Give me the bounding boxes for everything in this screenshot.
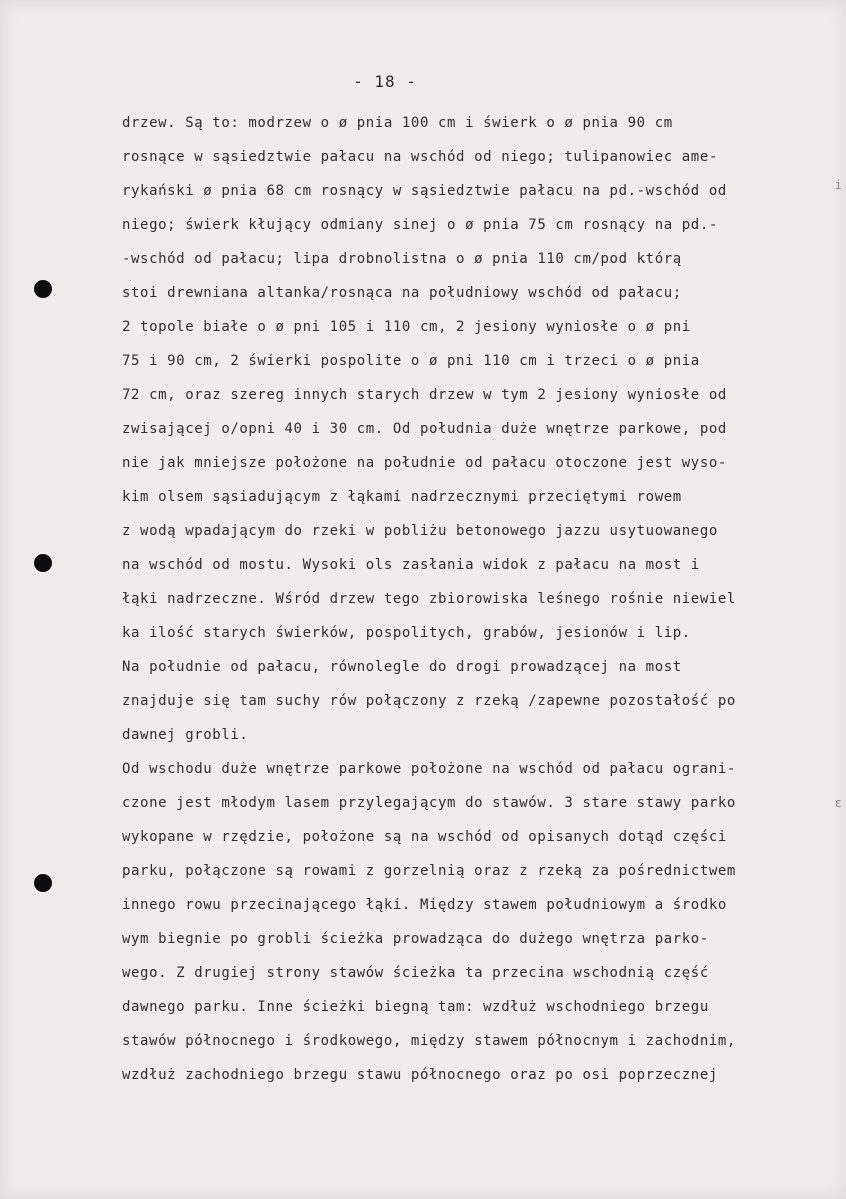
text-line-5: -wschód od pałacu; lipa drobnolistna o ø pnia 110 cm/pod którą [122,251,682,267]
text-line-4: niego; świerk kłujący odmiany sinej o ø pnia 75 cm rosnący na pd.- [122,217,718,233]
text-line-14: na wschód od mostu. Wysoki ols zasłania widok z pałacu na most i [122,557,700,573]
text-line-2: rosnące w sąsiedztwie pałacu na wschód od niego; tulipanowiec ame- [122,149,718,165]
text-line-29: wzdłuż zachodniego brzegu stawu północnego oraz po osi poprzecznej [122,1067,718,1083]
text-line-8: 75 i 90 cm, 2 świerki pospolite o ø pni 110 cm i trzeci o ø pnia [122,353,700,369]
text-line-1: drzew. Są to: modrzew o ø pnia 100 cm i świerk o ø pnia 90 cm [122,115,673,131]
text-line-20: Od wschodu duże wnętrze parkowe położone na wschód od pałacu ograni- [122,761,736,777]
punch-hole-top [34,280,52,298]
edge-mark-top: i [834,178,842,192]
text-line-6: stoi drewniana altanka/rosnąca na południowy wschód od pałacu; [122,285,682,301]
text-line-10: zwisającej o/opni 40 i 30 cm. Od południa duże wnętrze parkowe, pod [122,421,727,437]
text-line-13: z wodą wpadającym do rzeki w pobliżu betonowego jazzu usytuowanego [122,523,718,539]
text-line-25: wym biegnie po grobli ścieżka prowadząca do dużego wnętrza parko- [122,931,709,947]
text-line-18: znajduje się tam suchy rów połączony z rzeką /zapewne pozostałość po [122,693,736,709]
text-line-27: dawnego parku. Inne ścieżki biegną tam: wzdłuż wschodniego brzegu [122,999,709,1015]
typed-text-body [122,106,842,1092]
text-line-17: Na południe od pałacu, równolegle do drogi prowadzącej na most [122,659,682,675]
page-number: - 18 - [353,72,417,91]
edge-mark-bottom: ε [834,796,842,810]
text-line-9: 72 cm, oraz szereg innych starych drzew w tym 2 jesiony wyniosłe od [122,387,727,403]
text-line-26: wego. Z drugiej strony stawów ścieżka ta przecina wschodnią część [122,965,709,981]
text-line-22: wykopane w rzędzie, położone są na wschód od opisanych dotąd części [122,829,727,845]
text-line-3: rykański ø pnia 68 cm rosnący w sąsiedztwie pałacu na pd.-wschód od [122,183,727,199]
text-line-19: dawnej grobli. [122,727,249,743]
text-line-7: 2 topole białe o ø pni 105 i 110 cm, 2 jesiony wyniosłe o ø pni [122,319,691,335]
punch-hole-middle [34,554,52,572]
text-line-24: innego rowu przecinającego łąki. Między stawem południowym a środko [122,897,727,913]
text-line-21: czone jest młodym lasem przylegającym do stawów. 3 stare stawy parko [122,795,736,811]
text-line-16: ka ilość starych świerków, pospolitych, grabów, jesionów i lip. [122,625,691,641]
text-line-28: stawów północnego i środkowego, między stawem północnym i zachodnim, [122,1033,736,1049]
text-line-23: parku, połączone są rowami z gorzelnią oraz z rzeką za pośrednictwem [122,863,736,879]
text-line-11: nie jak mniejsze położone na południe od pałacu otoczone jest wyso- [122,455,727,471]
text-line-15: łąki nadrzeczne. Wśród drzew tego zbiorowiska leśnego rośnie niewiel [122,591,736,607]
punch-hole-bottom [34,874,52,892]
text-line-12: kim olsem sąsiadującym z łąkami nadrzecznymi przeciętymi rowem [122,489,682,505]
